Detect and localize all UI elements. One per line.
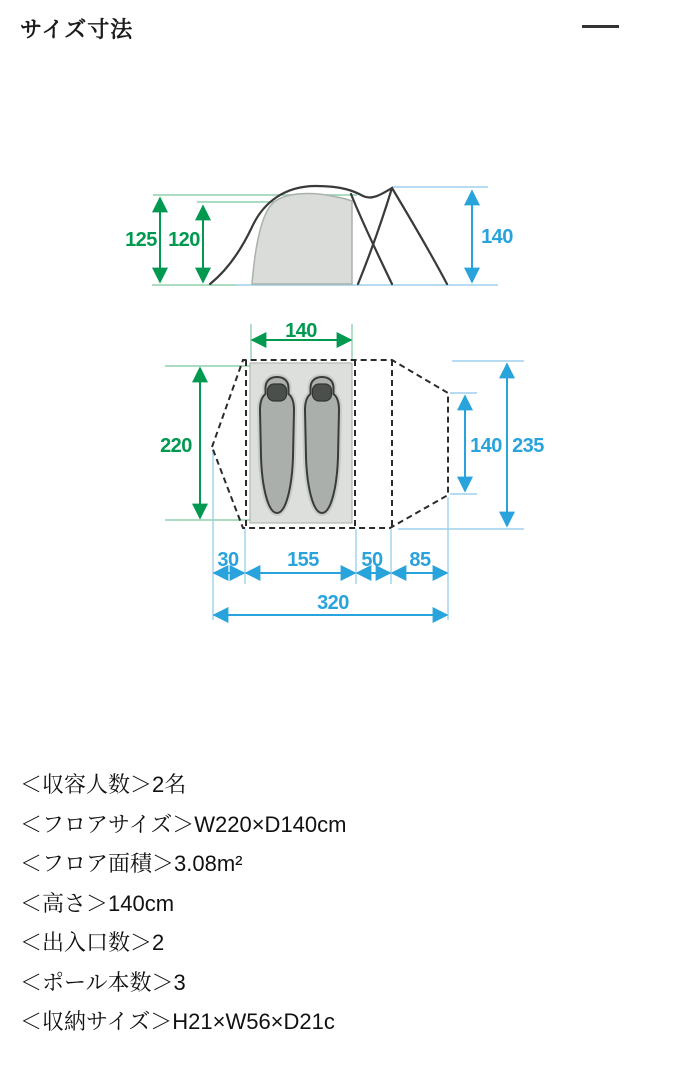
section-title: サイズ寸法 — [20, 17, 134, 42]
spec-floor-size: ＜フロアサイズ＞W220×D140cm — [20, 811, 347, 837]
dim-label-85: 85 — [409, 549, 431, 571]
spec-poles: ＜ポール本数＞3 — [20, 969, 186, 995]
tent-floor-plan — [160, 320, 544, 620]
spec-floor-area: ＜フロア面積＞3.08m² — [20, 851, 243, 876]
spec-doors: ＜出入口数＞2 — [20, 930, 165, 955]
dim-label-320: 320 — [317, 592, 349, 614]
dim-label-30: 30 — [217, 549, 239, 571]
spec-height: ＜高さ＞140cm — [20, 890, 175, 916]
dim-label-140-side: 140 — [481, 226, 513, 248]
dim-label-140-right: 140 — [470, 435, 502, 457]
dim-label-220: 220 — [160, 435, 192, 457]
dim-label-140-top: 140 — [285, 320, 317, 342]
bag-hood — [313, 384, 332, 401]
spec-packed-size: ＜収納サイズ＞H21×W56×D21c — [20, 1009, 335, 1034]
dim-label-235: 235 — [512, 435, 544, 457]
dim-label-125: 125 — [125, 229, 157, 251]
dim-label-120: 120 — [168, 229, 200, 251]
inner-tent-profile — [252, 194, 352, 284]
tent-side-view — [125, 186, 513, 285]
spec-list — [20, 765, 346, 1042]
sleeping-bag-left — [260, 377, 294, 513]
spec-capacity: ＜収容人数＞2名 — [20, 772, 187, 797]
bag-hood — [268, 384, 287, 401]
front-pole-line — [358, 188, 392, 284]
sleeping-bag-right — [305, 377, 339, 513]
dim-label-155: 155 — [287, 549, 319, 571]
dim-label-50: 50 — [361, 549, 383, 571]
